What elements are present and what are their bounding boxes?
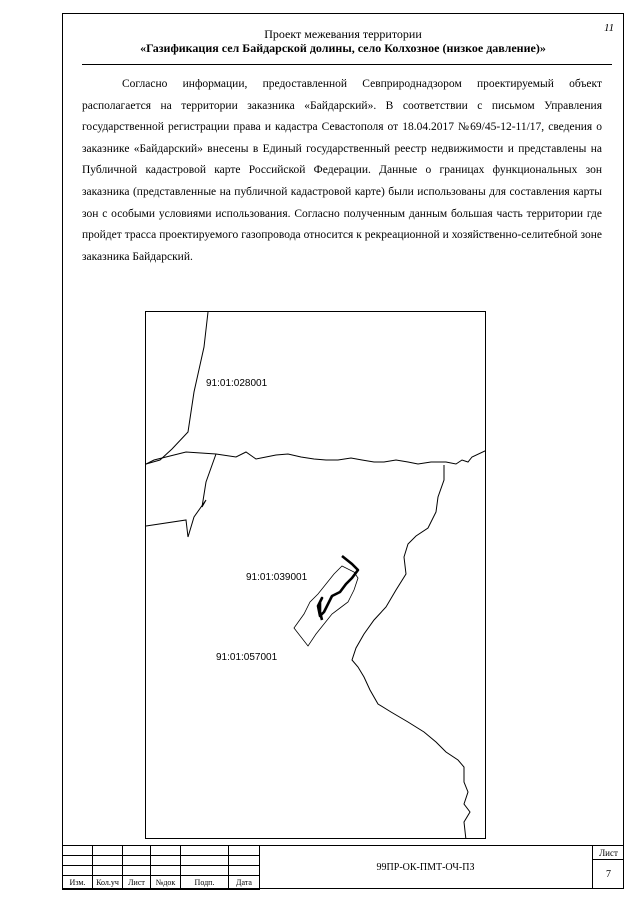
col-data: Дата [229,876,260,890]
boundary-west [146,454,216,537]
boundary-east [352,465,470,839]
col-izm: Изм. [63,876,93,890]
sheet-label: Лист [593,846,624,860]
body-paragraph: Согласно информации, предоставленной Севприроднадзором проектируемый объект располагается на территории заказника «Байдарский». В соответствии с письмом Управления государственной регистрации права и кадастра Севастополя от 18.04.2017 №69/45-12-11/17, сведения о заказнике «Байдарский» внесены в Единый государственный реестр недвижимости и представлены на Публичной кадастровой карте Российской Федерации. Данные о границах функциональных зон заказника (представленные на публичной кадастровой карте) были использованы для составления карты зон с особыми условиями использования. Согласно полученным данным большая часть территории где пройдет трасса проектируемого газопровода относится к рекреационной и хозяйственно-селитебной зоне заказника Байдарский. [82,78,602,263]
header-title: Проект межевания территории [264,27,422,41]
header-subtitle: «Газификация сел Байдарской долины, село Колхозное (низкое давление)» [140,41,546,55]
col-kol-uch: Кол.уч [93,876,123,890]
sheet-box [593,845,624,889]
col-list: Лист [123,876,151,890]
revision-table [62,845,260,890]
parcel-label-center: 91:01:039001 [246,572,308,583]
gas-pipeline-route [318,556,358,620]
document-code: 99ПР-ОК-ПМТ-ОЧ-ПЗ [259,845,593,889]
boundary-north [146,312,208,464]
title-block [62,845,624,889]
col-ndok: №док [151,876,181,890]
boundary-middle [146,450,486,464]
header-divider [82,64,612,65]
parcel-label-north: 91:01:028001 [206,378,268,389]
cadastral-map [145,311,486,839]
sheet-number: 7 [606,869,611,880]
col-podp: Подп. [181,876,229,890]
parcel-label-south: 91:01:057001 [216,652,278,663]
map-drawing [146,312,486,839]
page-number: 11 [604,22,615,34]
